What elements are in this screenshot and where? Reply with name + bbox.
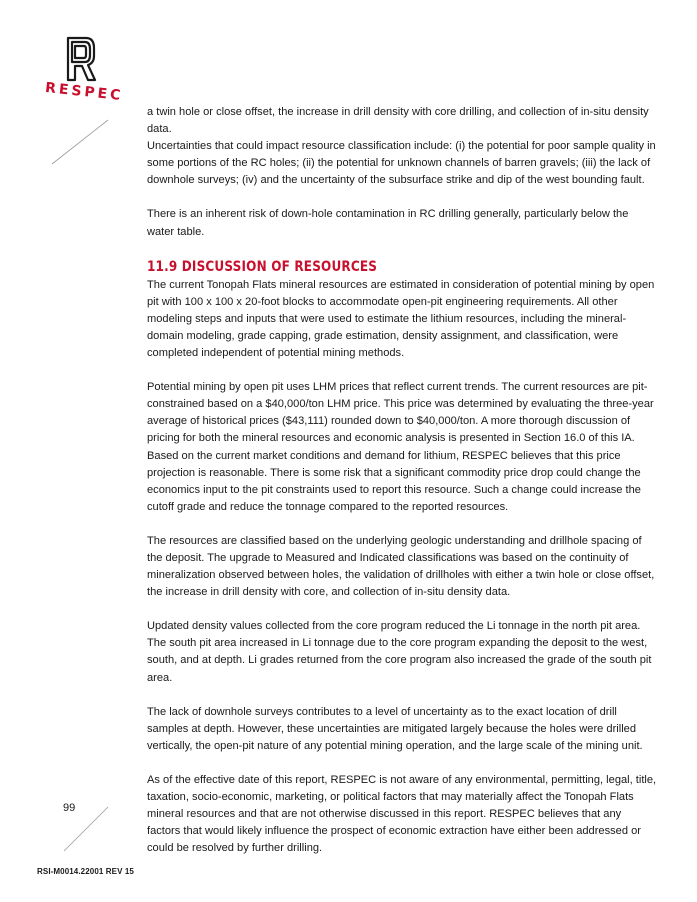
- decorative-divider-top: [50, 118, 110, 166]
- paragraph: As of the effective date of this report, RESPEC is not aware of any environmental, permitting, legal, title, taxation, socio-economic, marketing, or political factors that may materially affect the Tonopah Flats mineral resources and that are not otherwise discussed in this report. RESPEC believes that any factors that would likely influence the prospect of economic extraction have either been addressed or could be resolved by further drilling.: [147, 773, 657, 855]
- paragraph: The current Tonopah Flats mineral resources are estimated in consideration of potential mining by open pit with 100 x 100 x 20-foot blocks to accommodate open-pit engineering requirements. All other modeling steps and inputs that were used to estimate the lithium resources, including the mineral-domain modeling, grade capping, grade estimation, density assignment, and classification, were completed independent of potential mining methods.: [147, 278, 655, 360]
- paragraph: Updated density values collected from the core program reduced the Li tonnage in the north pit area. The south pit area increased in Li tonnage due to the core program expanding the deposit to the west, south, and at depth. Li grades returned from the core program also increased the grade of the south pit area.: [147, 620, 652, 684]
- document-id: RSI-M0014.22001 REV 15: [37, 867, 134, 876]
- r-letter-icon: [68, 38, 95, 80]
- paragraph: There is an inherent risk of down-hole contamination in RC drilling generally, particularly below the water table.: [147, 208, 629, 238]
- paragraph: The lack of downhole surveys contributes to a level of uncertainty as to the exact location of drill samples at depth. However, these uncertainties are mitigated largely because the holes were drilled vertically, the open-pit nature of any potential mining operation, and the large scale of the mining unit.: [147, 705, 643, 752]
- paragraph: Potential mining by open pit uses LHM prices that reflect current trends. The current resources are pit-constrained based on a $40,000/ton LHM price. This price was determined by evaluating the three-year average of historical prices ($43,111) rounded down to $40,000/ton. A more thorough discussion of pricing for both the mineral resources and economic analysis is presented in Section 16.0 of this IA. Based on the current market conditions and demand for lithium, RESPEC believes that this price projection is reasonable. There is some risk that a significant commodity price drop could change the economics input to the pit constraints used to report this resource. Such a change could increase the cutoff grade and reduce the tonnage compared to the reported resources.: [147, 381, 654, 513]
- logo-wordmark: RESPEC: [44, 80, 125, 105]
- page-number: 99: [63, 802, 76, 814]
- document-body: [147, 104, 657, 874]
- section-heading: 11.9 DISCUSSION OF RESOURCES: [147, 258, 378, 275]
- paragraph: a twin hole or close offset, the increase in drill density with core drilling, and collection of in-situ density data.: [147, 106, 649, 136]
- paragraph: The resources are classified based on the underlying geologic understanding and drillhole spacing of the deposit. The upgrade to Measured and Indicated classifications was based on the continuity of mineralization observed between holes, the validation of drillholes with either a twin hole or close offset, the increase in drill density with core, and collection of in-situ density data.: [147, 534, 655, 599]
- paragraph: Uncertainties that could impact resource classification include: (i) the potential for poor sample quality in some portions of the RC holes; (ii) the potential for unknown channels of barren gravels; (iii) the lack of downhole surveys; (iv) and the uncertainty of the subsurface strike and dip of the west bounding fault.: [147, 140, 656, 187]
